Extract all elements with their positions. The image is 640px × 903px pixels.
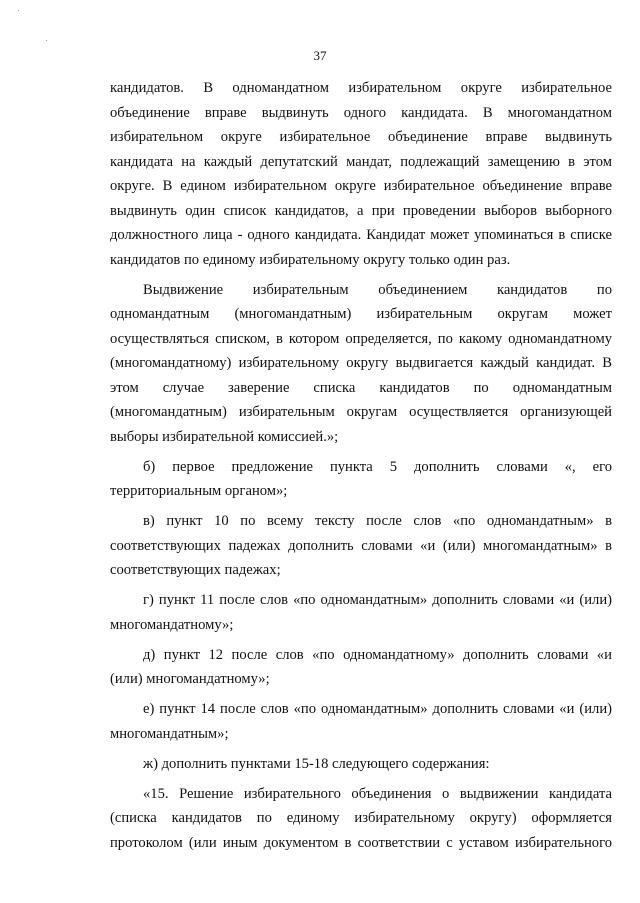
text-line: избирательном округе избирательное объединение вправе выдвинуть [110, 129, 612, 145]
paragraph [110, 76, 612, 272]
text-line: «15. Решение избирательного объединения о выдвижении кандидата [143, 785, 612, 802]
text-line: соответствующих падежах дополнить словами «и (или) многомандатным» в [110, 537, 612, 554]
paragraph [110, 752, 612, 777]
text-line: (многомандатному) избирательному округу выдвигается каждый кандидат. В [110, 355, 612, 371]
text-line: кандидатов по единому избирательному округу только один раз. [110, 251, 511, 268]
text-line: должностного лица - одного кандидата. Кандидат может упоминаться в списке [110, 227, 612, 243]
text-line: одномандатным (многомандатным) избирательным округам может [110, 306, 612, 322]
paragraph [110, 588, 612, 637]
text-line: территориальным органом»; [110, 483, 288, 499]
text-line: кандидатов. В одномандатном избирательном округе избирательное [110, 80, 612, 96]
scan-speck [18, 10, 19, 11]
text-line: б) первое предложение пункта 5 дополнить словами «, его [143, 458, 612, 475]
text-line: многомандатным»; [110, 725, 229, 742]
paragraph [110, 697, 612, 746]
document-body [110, 76, 612, 861]
paragraph [110, 509, 612, 583]
text-line: в) пункт 10 по всему тексту после слов «по одномандатным» в [143, 513, 612, 529]
text-line: (многомандатным) избирательным округам осуществляется организующей [110, 404, 612, 420]
text-line: осуществляться списком, в котором определяется, по какому одномандатному [110, 330, 612, 347]
text-line: округе. В едином избирательном округе избирательное объединение вправе [110, 178, 612, 194]
text-line: г) пункт 11 после слов «по одномандатным» дополнить словами «и (или) [143, 592, 612, 608]
text-line: (или) многомандатному»; [110, 671, 270, 687]
text-line: объединение вправе выдвинуть одного кандидата. В многомандатном [110, 104, 612, 121]
paragraph [110, 643, 612, 692]
text-line: выборы избирательной комиссией.»; [110, 428, 339, 445]
text-line: д) пункт 12 после слов «по одномандатному» дополнить словами «и [143, 646, 612, 663]
text-line: е) пункт 14 после слов «по одномандатным» дополнить словами «и (или) [143, 701, 612, 717]
scan-speck [46, 40, 47, 41]
text-line: этом случае заверение списка кандидатов по одномандатным [110, 379, 612, 396]
text-line: (списка кандидатов по единому избирательному округу) оформляется [110, 810, 612, 826]
page-number: 37 [313, 48, 327, 63]
text-line: выдвинуть один список кандидатов, а при проведении выборов выборного [110, 202, 612, 219]
paragraph [110, 455, 612, 504]
paragraph [110, 782, 612, 856]
text-line: кандидата на каждый депутатский мандат, подлежащий замещению в этом [110, 153, 612, 170]
text-line: Выдвижение избирательным объединением кандидатов по [143, 281, 612, 298]
text-line: протоколом (или иным документом в соответствии с уставом избирательного [110, 834, 612, 851]
paragraph [110, 278, 612, 450]
text-line: соответствующих падежах; [110, 562, 281, 578]
text-line: многомандатному»; [110, 616, 234, 633]
text-line: ж) дополнить пунктами 15-18 следующего содержания: [143, 755, 490, 772]
